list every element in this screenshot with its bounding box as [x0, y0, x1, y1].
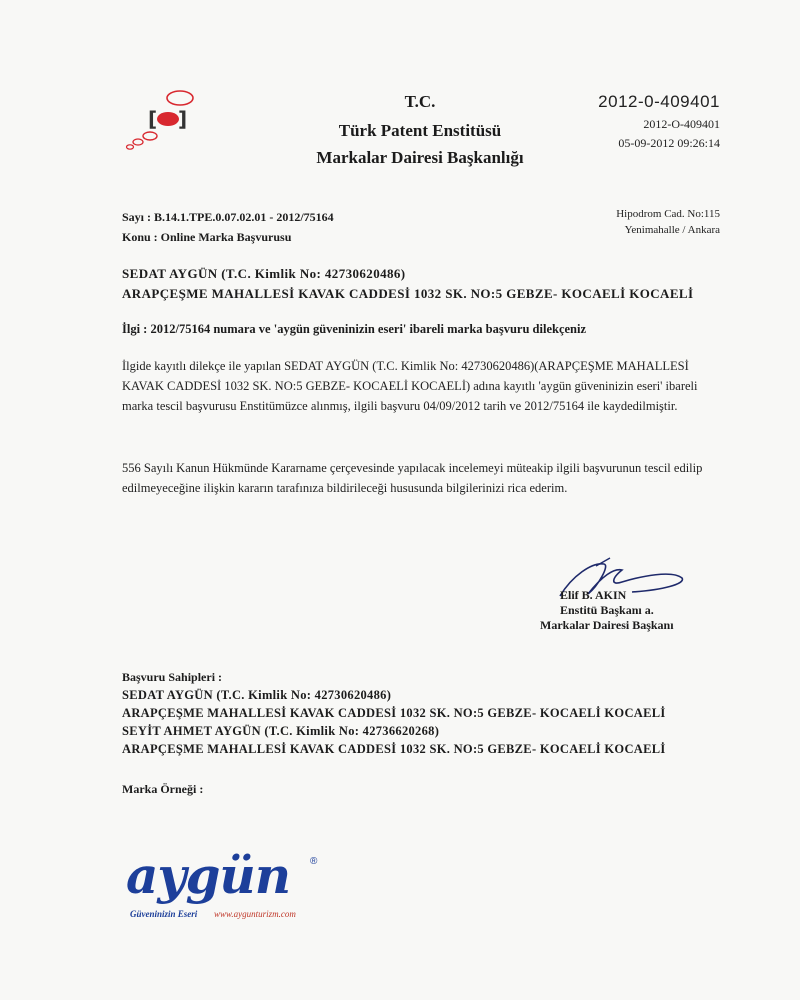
header-department: Markalar Dairesi Başkanlığı [316, 148, 524, 167]
recipient-address: ARAPÇEŞME MAHALLESİ KAVAK CADDESİ 1032 SK. NO:5 GEBZE- KOCAELİ KOCAELİ [122, 286, 694, 301]
owners-label: Başvuru Sahipleri : [122, 670, 223, 684]
owner-2-address: ARAPÇEŞME MAHALLESİ KAVAK CADDESİ 1032 SK. NO:5 GEBZE- KOCAELİ KOCAELİ [122, 742, 666, 756]
recipient-name: SEDAT AYGÜN (T.C. Kimlik No: 42730620486) [122, 266, 406, 281]
application-number-small: 2012-O-409401 [643, 117, 720, 131]
brand-logo-wordmark: aygün [126, 846, 291, 905]
registered-mark: ® [310, 856, 318, 867]
header-institute: Türk Patent Enstitüsü [338, 121, 502, 140]
svg-text:]: ] [178, 107, 188, 131]
brand-slogan: Güveninizin Eseri [130, 909, 198, 919]
subject: Konu : Online Marka Başvurusu [122, 230, 292, 244]
tpe-logo-icon [122, 88, 198, 152]
body-paragraph-1: İlgide kayıtlı dilekçe ile yapılan SEDAT AYGÜN (T.C. Kimlik No: 42730620486)(ARAPÇEŞME MAHALLESİ KAVAK CADDESİ 1032 SK. NO:5 GEBZE- KOCAELİ KOCAELİ) adına kayıtlı 'aygün güveninizin eseri' ibareli marka tescil başvurusu Enstitümüzce alınmış, ilgili başvuru 04/09/2012 tarih ve 2012/75164 ile kaydedilmiştir. [122, 359, 698, 413]
header-tc: T.C. [404, 92, 436, 111]
institute-address-line1: Hipodrom Cad. No:115 [616, 208, 720, 220]
reference-number: Sayı : B.14.1.TPE.0.07.02.01 - 2012/75164 [122, 210, 334, 224]
signatory-title-2: Markalar Dairesi Başkanı [540, 618, 674, 632]
svg-text:[: [ [148, 107, 158, 131]
application-number-large: 2012-0-409401 [598, 92, 720, 111]
trademark-sample-label: Marka Örneği : [122, 782, 204, 796]
application-datetime: 05-09-2012 09:26:14 [618, 136, 720, 150]
owner-2-name: SEYİT AHMET AYGÜN (T.C. Kimlik No: 42736620268) [122, 724, 440, 738]
institute-address-line2: Yenimahalle / Ankara [624, 224, 720, 236]
related-reference: İlgi : 2012/75164 numara ve 'aygün güveninizin eseri' ibareli marka başvuru dilekçeniz [122, 322, 587, 336]
owner-1-address: ARAPÇEŞME MAHALLESİ KAVAK CADDESİ 1032 SK. NO:5 GEBZE- KOCAELİ KOCAELİ [122, 706, 666, 720]
brand-url: www.aygunturizm.com [214, 909, 296, 919]
body-paragraph-2: 556 Sayılı Kanun Hükmünde Kararname çerçevesinde yapılacak incelemeyi müteakip ilgili başvurunun tescil edilip edilmeyeceğine ilişkin kararın tarafınıza bildirileceği hususunda bilgilerinizi rica ederim. [122, 461, 703, 495]
signatory-name: Elif B. AKIN [560, 588, 627, 602]
signatory-title-1: Enstitü Başkanı a. [560, 603, 654, 617]
owner-1-name: SEDAT AYGÜN (T.C. Kimlik No: 42730620486) [122, 688, 392, 702]
